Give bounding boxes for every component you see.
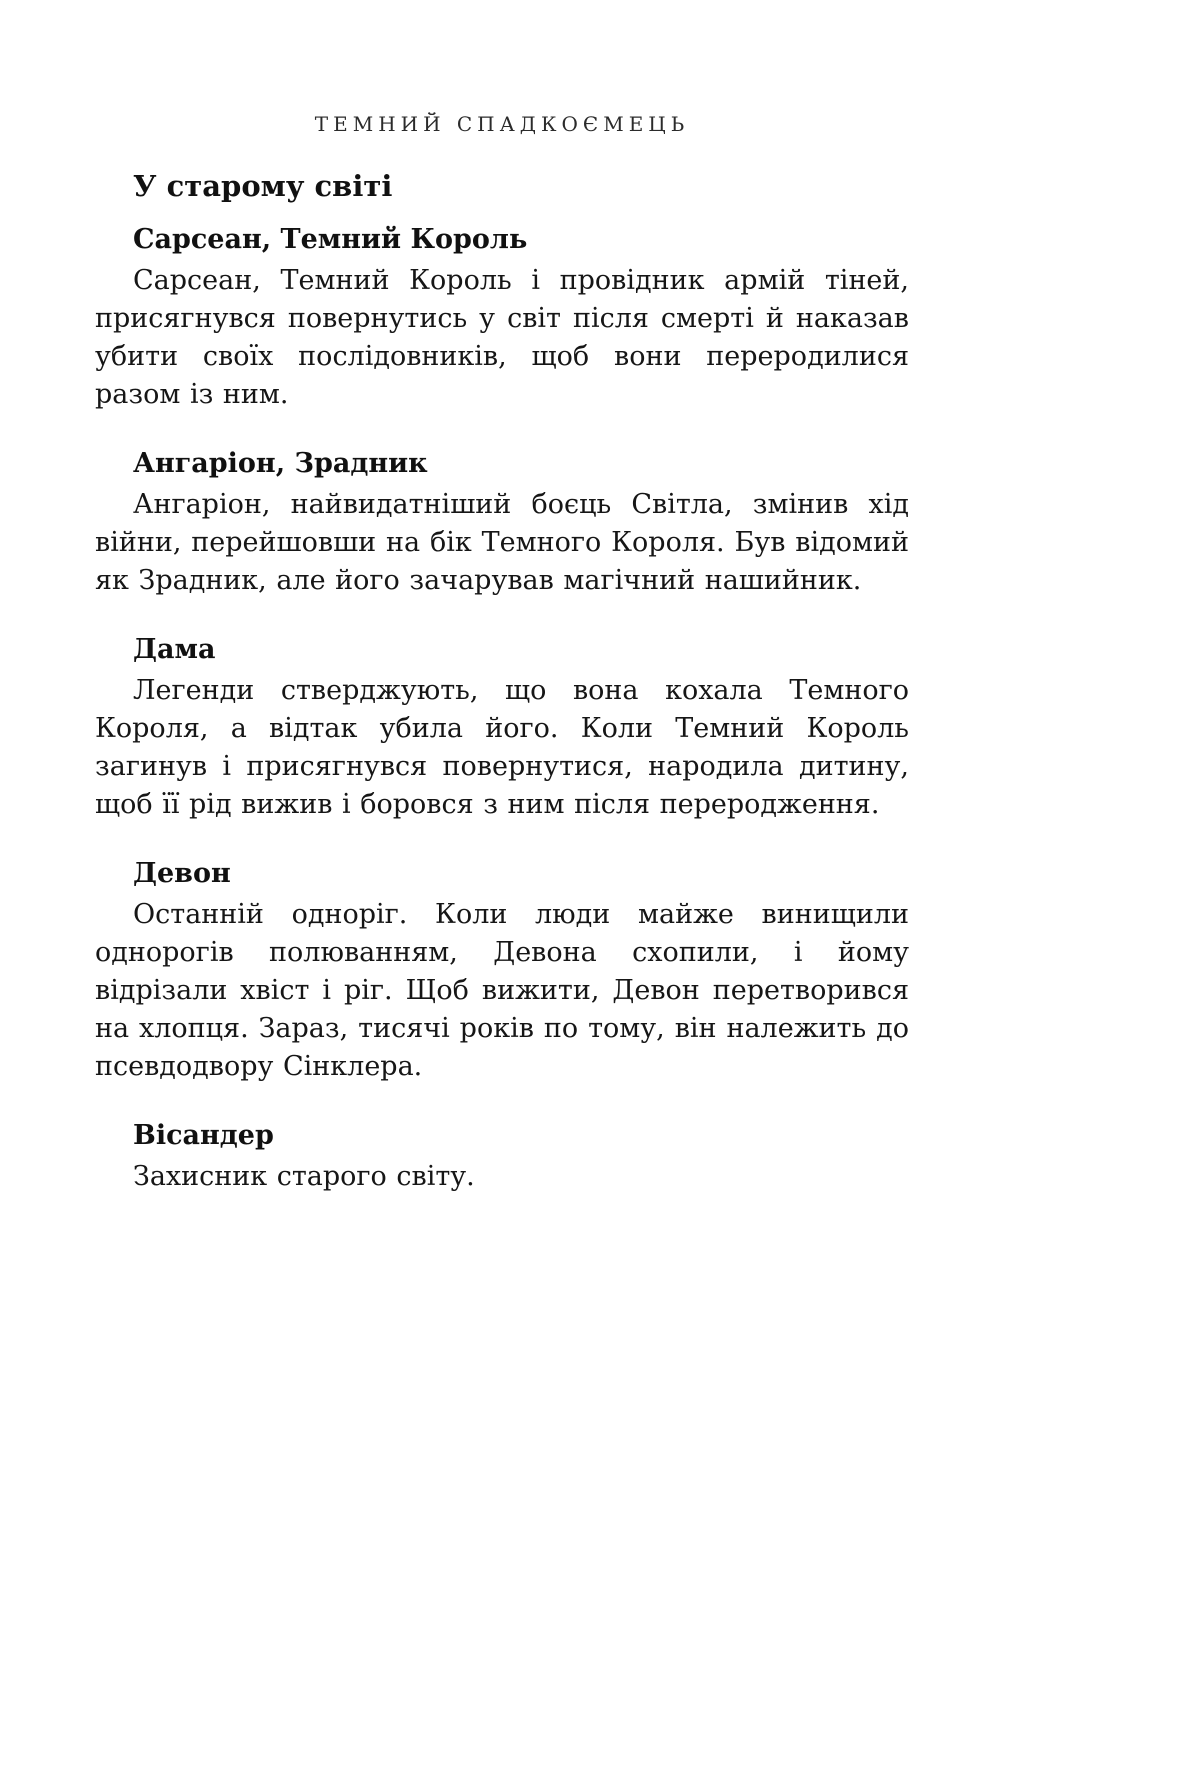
character-section <box>95 444 909 600</box>
character-heading: Вісандер <box>133 1120 274 1151</box>
character-heading: Сарсеан, Темний Король <box>133 224 528 255</box>
character-section <box>95 1116 909 1196</box>
character-description: Останній одноріг. Коли люди майже винищили однорогів полюванням, Девона схопили, і йому відрізали хвіст і ріг. Щоб вижити, Девон перетворився на хлопця. Зараз, тисячі років по тому, він належить до псевдодвору Сінклера. <box>95 899 909 1082</box>
character-heading: Девон <box>133 858 231 889</box>
character-description: Ангаріон, найвидатніший боєць Світла, змінив хід війни, перейшовши на бік Темного Короля. Був відомий як Зрадник, але його зачарував магічний нашийник. <box>95 489 909 596</box>
text-column <box>95 112 909 1196</box>
running-header: ТЕМНИЙ СПАДКОЄМЕЦЬ <box>314 112 690 136</box>
section-title: У старому світі <box>133 169 393 203</box>
character-section <box>95 630 909 824</box>
character-description: Захисник старого світу. <box>133 1161 475 1192</box>
character-description: Легенди стверджують, що вона кохала Темного Короля, а відтак убила його. Коли Темний Король загинув і присягнувся повернутися, народила дитину, щоб її рід вижив і боровся з ним після переродження. <box>95 675 909 820</box>
character-section <box>95 220 909 414</box>
character-section <box>95 854 909 1086</box>
character-heading: Ангаріон, Зрадник <box>133 448 428 479</box>
character-description: Сарсеан, Темний Король і провідник армій тіней, присягнувся повернутись у світ після смерті й наказав убити своїх послідовників, щоб вони переродилися разом із ним. <box>95 265 909 410</box>
character-heading: Дама <box>133 634 216 665</box>
